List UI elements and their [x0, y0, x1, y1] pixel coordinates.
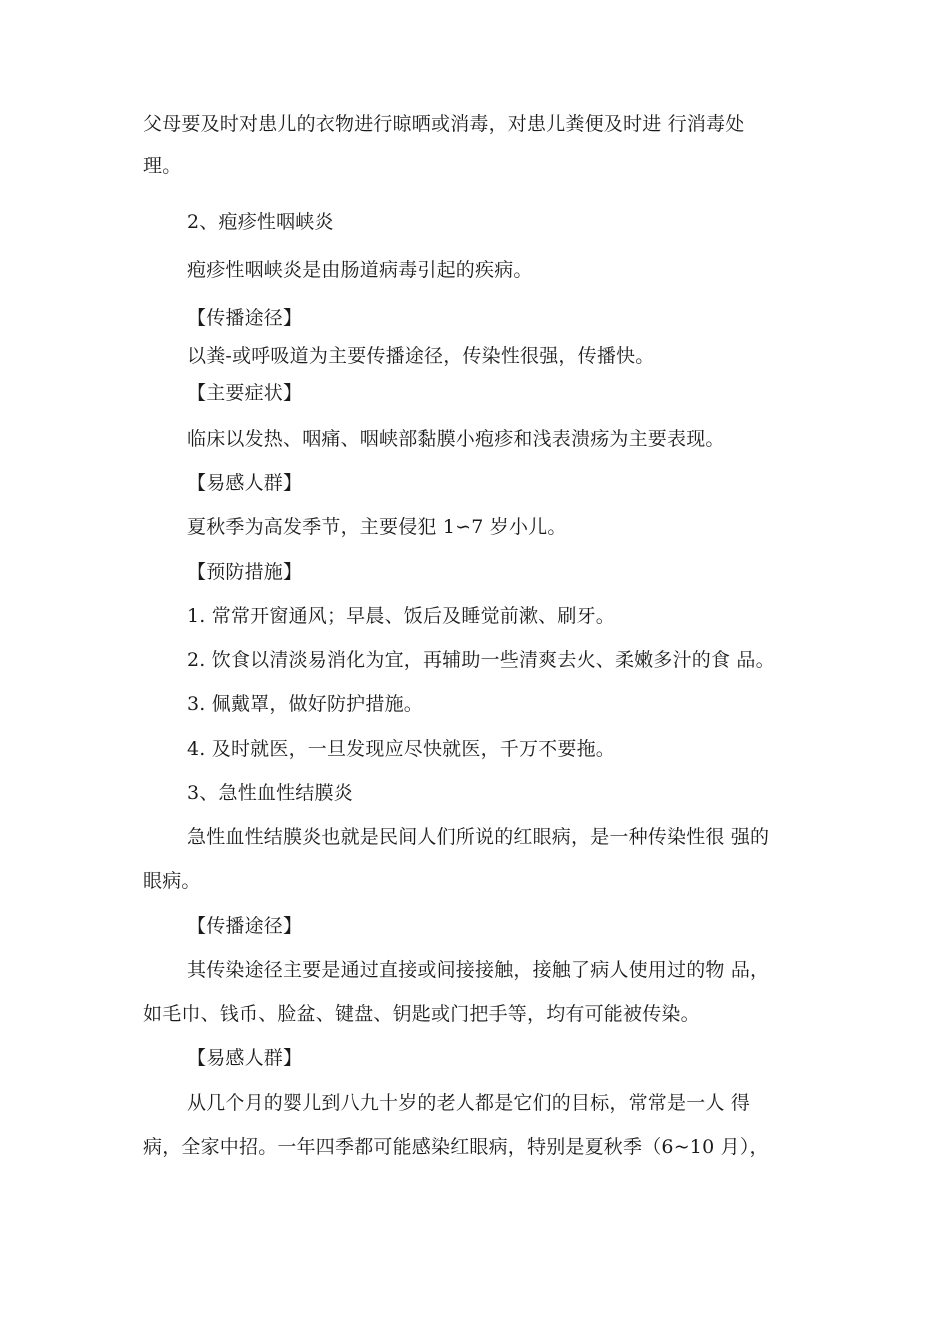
- list-item: 4. 及时就医，一旦发现应尽快就医，千万不要拖。: [187, 738, 615, 760]
- subsection-heading: 【传播途径】: [187, 307, 303, 329]
- subsection-heading: 【易感人群】: [187, 1047, 303, 1069]
- section-heading: 2、疱疹性咽峡炎: [187, 211, 334, 233]
- paragraph-line: 夏秋季为高发季节，主要侵犯 1∽7 岁小儿。: [187, 516, 567, 538]
- paragraph-line: 其传染途径主要是通过直接或间接接触，接触了病人使用过的物 品，: [187, 959, 770, 981]
- subsection-heading: 【易感人群】: [187, 472, 303, 494]
- paragraph-line: 如毛巾、钱币、脸盆、键盘、钥匙或门把手等，均有可能被传染。: [143, 1003, 700, 1025]
- paragraph-line: 病，全家中招。一年四季都可能感染红眼病，特别是夏秋季（6~10 月），: [143, 1136, 769, 1158]
- paragraph-line: 理。: [143, 155, 182, 177]
- list-item: 1. 常常开窗通风；早晨、饭后及睡觉前漱、刷牙。: [187, 605, 615, 627]
- list-item: 2. 饮食以清淡易消化为宜，再辅助一些清爽去火、柔嫩多汁的食 品。: [187, 649, 775, 671]
- paragraph-line: 父母要及时对患儿的衣物进行晾晒或消毒，对患儿粪便及时进 行消毒处: [143, 113, 745, 135]
- paragraph-line: 眼病。: [143, 870, 201, 892]
- list-item: 3. 佩戴罩，做好防护措施。: [187, 693, 423, 715]
- subsection-heading: 【传播途径】: [187, 915, 303, 937]
- paragraph-line: 急性血性结膜炎也就是民间人们所说的红眼病，是一种传染性很 强的: [187, 826, 770, 848]
- subsection-heading: 【主要症状】: [187, 382, 303, 404]
- paragraph-line: 疱疹性咽峡炎是由肠道病毒引起的疾病。: [187, 259, 533, 281]
- paragraph-line: 临床以发热、咽痛、咽峡部黏膜小疱疹和浅表溃疡为主要表现。: [187, 428, 725, 450]
- paragraph-line: 从几个月的婴儿到八九十岁的老人都是它们的目标，常常是一人 得: [187, 1092, 751, 1114]
- paragraph-line: 以粪-或呼吸道为主要传播途径，传染性很强，传播快。: [187, 345, 655, 367]
- subsection-heading: 【预防措施】: [187, 561, 303, 583]
- section-heading: 3、急性血性结膜炎: [187, 782, 353, 804]
